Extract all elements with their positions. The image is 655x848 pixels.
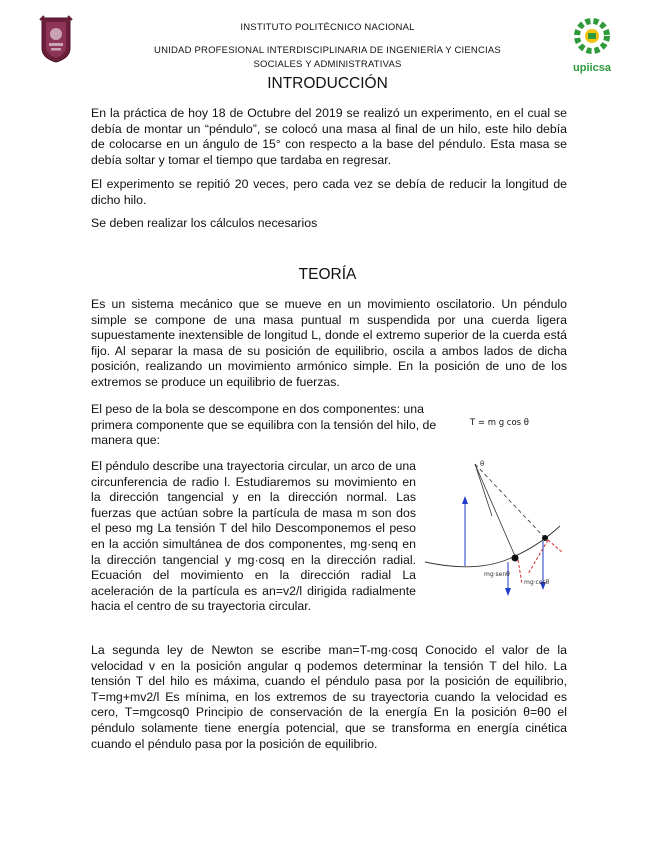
unit-name-line2: SOCIALES Y ADMINISTRATIVAS <box>253 59 402 70</box>
theory-paragraph-3: El péndulo describe una trayectoria circular, un arco de una circunferencia de radio l. Estudiaremos su movimiento en la dirección tangencial y en la dirección normal. Las fuerzas que actúan sobre la partícula de masa m son dos el peso mg La tensión T del hilo Descomponemos el peso en la acción simultánea de dos componentes, mg·senq en la dirección tangencial y mg·cosq en la dirección radial. Ecuación del movimiento en la dirección radial La aceleración de la partícula es an=v2/l dirigida radialmente hacia el centro de su trayectoria circular. <box>91 459 416 614</box>
mass-bob-extreme <box>542 535 548 541</box>
theory-paragraph-2: El peso de la bola se descompone en dos componentes: una primera componente que se equilibra con la tensión del hilo, de manera que: <box>91 402 437 448</box>
intro-paragraph-1: En la práctica de hoy 18 de Octubre del 2019 se realizó un experimento, en el cual se debía de montar un “péndulo”, se colocó una masa al final de un hilo, este hilo debía de colocarse en un ángulo de 15° con respecto a la base del péndulo. Esta masa se debía soltar y tomar el tiempo que tardaba en regresar. <box>91 106 567 167</box>
theory-paragraph-4: La segunda ley de Newton se escribe man=T-mg·cosq Conocido el valor de la velocidad v en la posición angular q podemos determinar la tensión T del hilo. La tensión T del hilo es máxima, cuando el péndulo pasa por la posición de equilibrio, T=mg+mv2/l Es mínima, en los extremos de su trayectoria cuando la velocidad es cero, T=mgcosq0 Principio de conservación de la energía En la posición θ=θ0 el péndulo solamente tiene energía potencial, que se transforma en energía cinética cuando el péndulo pasa por la posición de equilibrio. <box>91 643 567 751</box>
tension-formula: T = m g cos θ <box>470 418 530 428</box>
institute-name: INSTITUTO POLITÉCNICO NACIONAL <box>240 22 415 33</box>
intro-title: INTRODUCCIÓN <box>267 75 388 92</box>
pendulum-string <box>475 464 515 556</box>
pendulum-diagram <box>420 456 590 606</box>
mass-bob <box>512 555 519 562</box>
upiicsa-logo-text: upiicsa <box>573 62 611 74</box>
reference-line <box>475 464 492 516</box>
normal-component <box>548 540 562 552</box>
theory-title: TEORÍA <box>298 266 357 283</box>
red-component-lower <box>518 560 522 584</box>
intro-paragraph-3: Se deben realizar los cálculos necesarios <box>91 216 318 230</box>
tangential-component <box>528 540 548 574</box>
intro-paragraph-2: El experimento se repitió 20 veces, pero cada vez se debía de reducir la longitud de dicho hilo. <box>91 177 567 207</box>
mg-cos-label: mg·cosθ <box>524 579 550 586</box>
mg-sen-label: mg·senθ <box>484 571 510 578</box>
theory-paragraph-1: Es un sistema mecánico que se mueve en un movimiento oscilatorio. Un péndulo simple se compone de una masa puntual m suspendida por una cuerda ligera supuestamente inextensible de longitud L, donde el extremo superior de la cuerda está fijo. Al separar la masa de su posición de equilibrio, oscila a ambos lados de dicha posición, realizando un movimiento armónico simple. En la posición de uno de los extremos se produce un equilibrio de fuerzas. <box>91 297 567 389</box>
angle-label: θ <box>480 460 485 468</box>
pendulum-string-dashed <box>475 464 545 538</box>
unit-name-line1: UNIDAD PROFESIONAL INTERDISCIPLINARIA DE INGENIERÍA Y CIENCIAS <box>154 45 501 56</box>
